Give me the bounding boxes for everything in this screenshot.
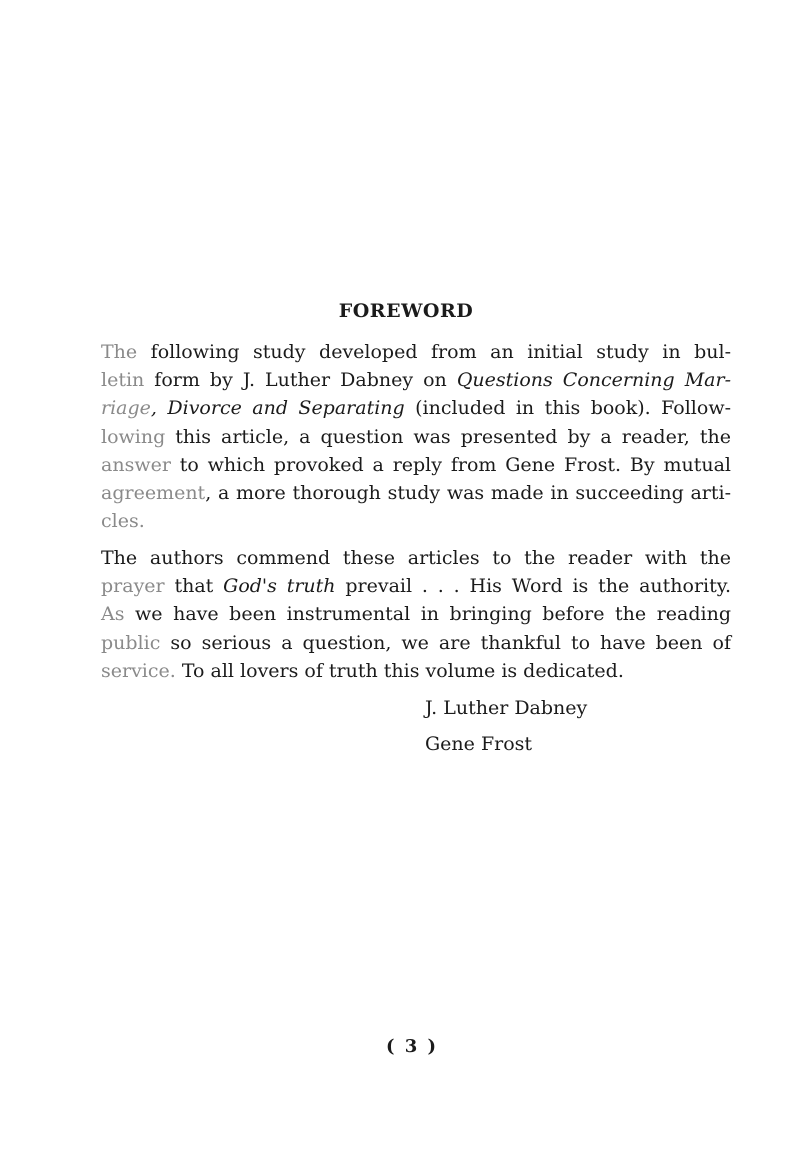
text-run: following study developed from an initial study in bul- <box>137 341 731 363</box>
text-run: cles. <box>101 510 145 533</box>
text-line <box>101 657 731 685</box>
text-run: public <box>101 631 161 654</box>
text-run: to which provoked a reply from Gene Frost. By mutual <box>170 453 731 476</box>
text-run: service. <box>101 659 176 682</box>
foreword-paragraph-1 <box>101 338 731 535</box>
text-run: agreement <box>101 482 206 505</box>
text-run: , a more thorough study was made in succeeding arti- <box>205 482 731 505</box>
text-line <box>101 423 731 451</box>
text-line <box>101 572 731 600</box>
text-run: that <box>164 575 224 598</box>
text-run: The <box>101 341 138 363</box>
page-title <box>0 300 800 322</box>
text-line <box>101 629 731 657</box>
text-run: so serious a question, we are thankful to have been of <box>160 631 731 654</box>
text-run: (included in this book). Follow- <box>404 397 732 420</box>
text-line <box>101 366 731 394</box>
signature-author-2: Gene Frost <box>425 733 533 755</box>
text-run: prevail . . . His Word is the authority. <box>335 575 731 598</box>
text-line <box>101 338 731 366</box>
text-run: The authors commend these articles to the reader with the <box>101 547 731 569</box>
foreword-paragraph-2 <box>101 544 731 685</box>
text-line <box>101 394 731 422</box>
text-run: riage <box>101 397 151 420</box>
text-line <box>101 544 731 572</box>
text-run: , Divorce and Separating <box>150 397 405 420</box>
text-line <box>101 507 731 535</box>
text-run: letin <box>101 369 145 392</box>
text-run: we have been instrumental in bringing before the reading <box>124 603 731 626</box>
page-number <box>0 1036 800 1057</box>
text-run: this article, a question was presented by a reader, the <box>165 425 731 448</box>
text-run: form by J. Luther Dabney on <box>144 369 457 392</box>
text-line <box>101 451 731 479</box>
text-run: Questions Concerning Mar- <box>456 369 731 392</box>
text-run: To all lovers of truth this volume is dedicated. <box>175 659 624 682</box>
text-run: As <box>101 603 125 626</box>
title-text: FOREWORD <box>338 300 474 322</box>
text-line <box>101 600 731 628</box>
text-run: lowing <box>101 425 166 448</box>
text-run: prayer <box>101 575 165 598</box>
text-run: answer <box>101 453 171 476</box>
signature-author-1: J. Luther Dabney <box>425 697 588 719</box>
text-run: God's truth <box>223 575 336 598</box>
page-number-text: ( 3 ) <box>385 1036 439 1057</box>
text-line <box>101 479 731 507</box>
